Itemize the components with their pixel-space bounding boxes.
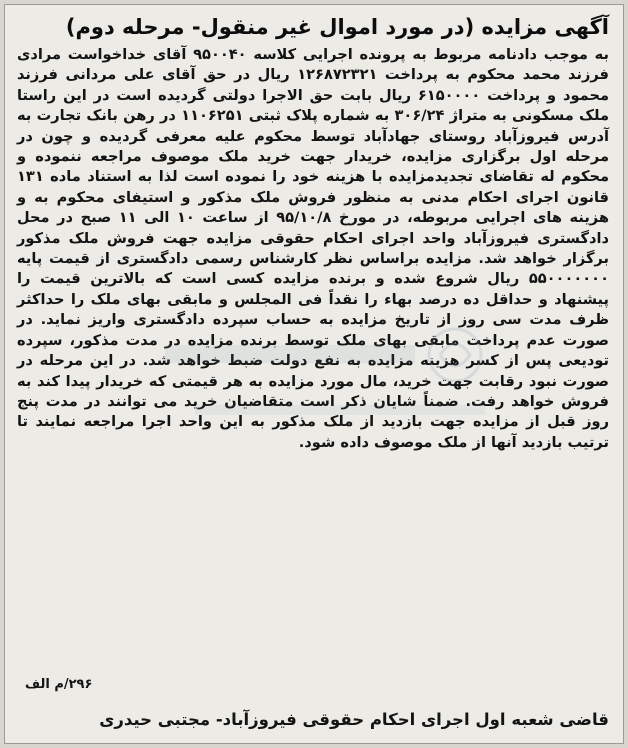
notice-paragraph: به موجب دادنامه مربوط به پرونده اجرایی کلاسه ۹۵۰۰۴۰ آقای خداخواست مرادی فرزند محمد محکوم به پرداخت ۱۲۶۸۷۲۳۲۱ ریال در حق آقای علی مردانی فرزند محمود و پرداخت ۶۱۵۰۰۰۰ ریال بابت حق الاجرا دولتی گردیده است در این راستا ملک مسکونی به متراژ ۳۰۶/۲۴ به شماره پلاک ثبتی ۱۱۰۶۲۵۱ در رهن بانک تجارت به آدرس فیروزآباد روستای جهادآباد توسط محکوم علیه معرفی گردیده و چون در مرحله اول برگزاری مزایده، خریدار جهت خرید ملک موصوف مراجعه ننموده و محکوم له تقاضای تجدیدمزایده با هزینه خود را نموده است لذا به استناد ماده ۱۳۱ قانون اجرای احکام مدنی به منظور فروش ملک مذکور و استیفای محکوم به و هزینه های اجرایی مربوطه، در مورخ ۹۵/۱۰/۸ از ساعت ۱۰ الی ۱۱ صبح در محل دادگستری فیروزآباد واحد اجرای احکام حقوقی مزایده جهت فروش ملک مذکور برگزار خواهد شد. مزایده براساس نظر کارشناس رسمی دادگستری از قیمت پایه ۵۵۰۰۰۰۰۰۰ ریال شروع شده و برنده مزایده کسی است که بالاترین قیمت را پیشنهاد و حداقل ده درصد بهاء را نقداً فی المجلس و مابقی بهای ملک را حداکثر ظرف مدت سی روز از تاریخ مزایده به حساب سپرده دادگستری واریز نماید. در صورت عدم پرداخت مابقی بهای ملک توسط برنده مزایده در مدت مذکور، سپرده تودیعی پس از کسر هزینه مزایده به نفع دولت ضبط خواهد شد. در این مرحله در صورت نبود رقابت جهت خرید، مال مورد مزایده به هر قیمتی که خریدار پیدا کند به فروش خواهد رفت. ضمناً شایان ذکر است متقاضیان خرید می توانند در مدت پنج روز قبل از مزایده جهت بازدید از ملک مذکور به این واحد اجرا مراجعه نمایند تا ترتیب بازدید آنها از ملک موصوف داده شود.	[17, 46, 610, 451]
reference-number: ۲۹۶/م الف	[25, 677, 93, 692]
notice-body	[17, 45, 609, 453]
notice-title: آگهی مزایده (در مورد اموال غیر منقول- مرحله دوم)	[65, 15, 609, 39]
judge-signature: قاضی شعبه اول اجرای احکام حقوقی فیروزآباد- مجتبی حیدری	[99, 710, 609, 729]
newspaper-clipping	[4, 4, 624, 744]
